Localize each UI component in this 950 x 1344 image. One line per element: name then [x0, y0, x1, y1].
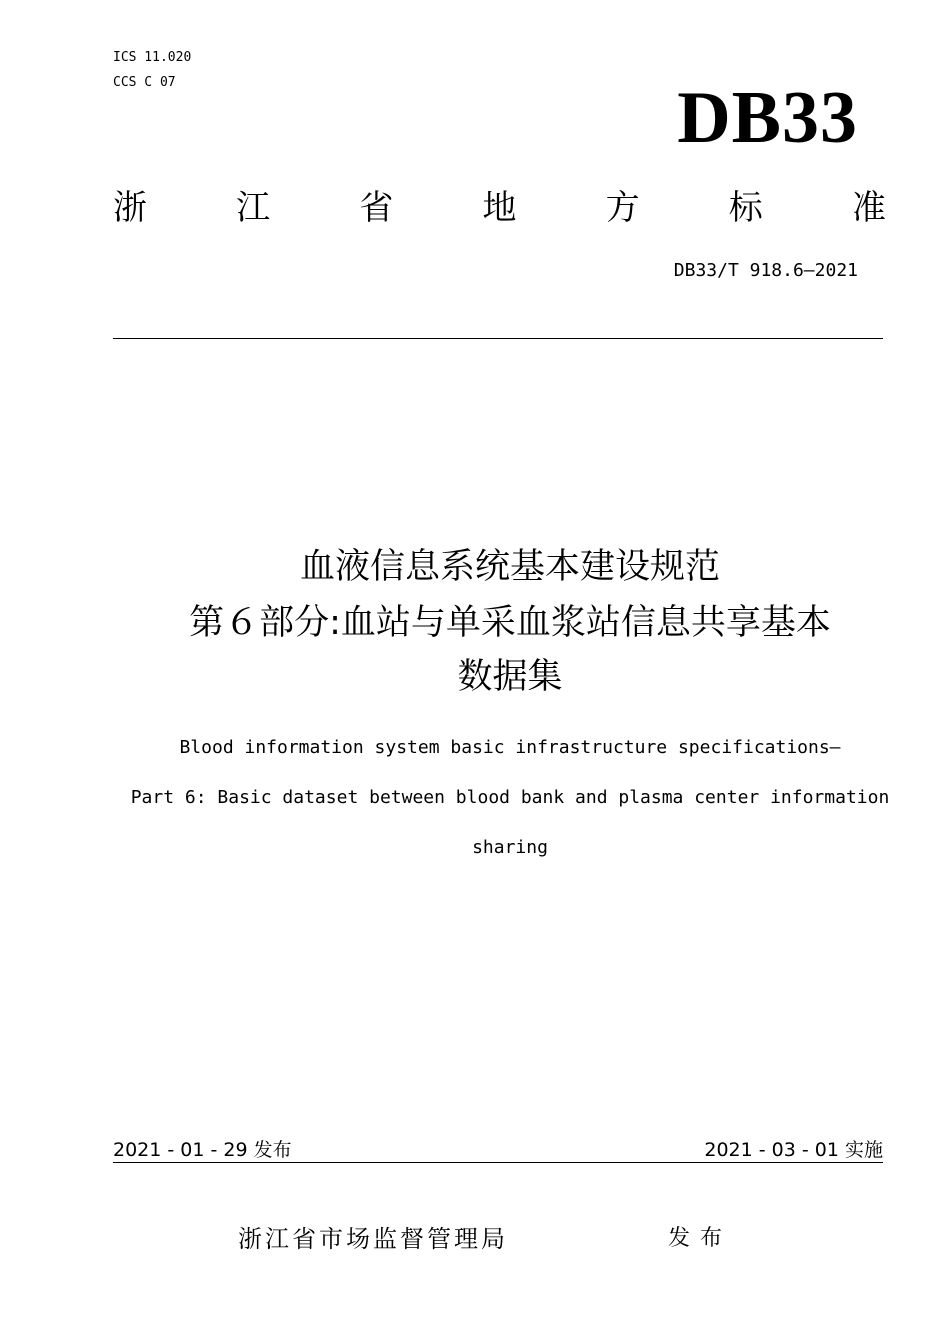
- issue-date: 2021 - 01 - 29 发布: [113, 1139, 292, 1161]
- publish-label: 发布: [668, 1226, 733, 1251]
- ccs-code: CCS C 07: [113, 75, 176, 90]
- standard-type-char: 浙: [113, 188, 147, 228]
- title-en-line-3: sharing: [472, 837, 548, 858]
- implementation-date: 2021 - 03 - 01 实施: [704, 1139, 883, 1161]
- top-divider: [113, 338, 883, 339]
- standard-type-char: 江: [236, 188, 271, 228]
- db-logo: DB33: [677, 77, 858, 159]
- title-cn-line-2: 第６部分:血站与单采血浆站信息共享基本: [189, 603, 831, 643]
- standard-type-char: 标: [728, 188, 763, 228]
- standard-type-char: 地: [482, 188, 517, 228]
- title-cn-line-1: 血液信息系统基本建设规范: [299, 547, 720, 587]
- standard-type-char: 方: [605, 188, 640, 228]
- title-en-line-1: Blood information system basic infrastructure specifications—: [179, 737, 841, 758]
- ics-code: ICS 11.020: [113, 50, 192, 65]
- title-cn-line-3: 数据集: [457, 657, 563, 697]
- title-en-line-2: Part 6: Basic dataset between blood bank and plasma center information: [130, 787, 890, 808]
- standard-number: DB33/T 918.6—2021: [673, 260, 858, 281]
- publisher-name: 浙江省市场监督管理局: [238, 1225, 508, 1253]
- bottom-divider: [113, 1162, 883, 1163]
- standard-type-heading: [113, 186, 886, 230]
- standard-type-char: 准: [851, 188, 886, 228]
- standard-type-char: 省: [359, 188, 394, 228]
